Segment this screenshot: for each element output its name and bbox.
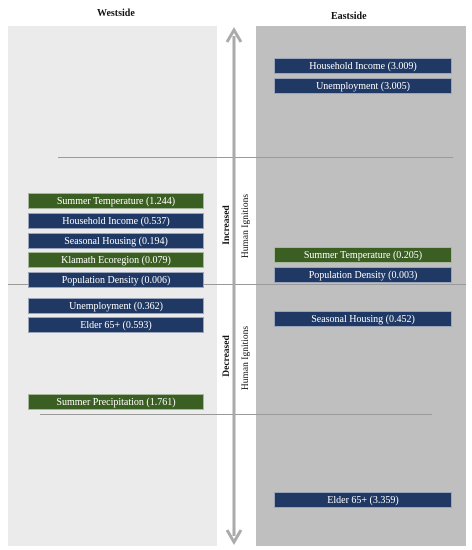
west-factor-summer-precipitation: Summer Precipitation (1.761) [28, 394, 204, 410]
east-factor-seasonal-housing: Seasonal Housing (0.452) [274, 311, 452, 327]
west-factor-household-income: Household Income (0.537) [28, 213, 204, 229]
west-factor-elder-65: Elder 65+ (0.593) [28, 317, 204, 333]
double-arrow-icon [224, 26, 244, 546]
west-factor-seasonal-housing: Seasonal Housing (0.194) [28, 233, 204, 249]
west-factor-klamath-ecoregion: Klamath Ecoregion (0.079) [28, 252, 204, 268]
increased-label: Increased [222, 205, 232, 245]
upper-divider-line [58, 157, 453, 158]
eastside-heading: Eastside [331, 11, 367, 22]
increased-human-ignitions-label: Human Ignitions [241, 193, 251, 259]
west-factor-unemployment: Unemployment (0.362) [28, 298, 204, 314]
east-factor-unemployment: Unemployment (3.005) [274, 78, 452, 94]
west-factor-summer-temperature: Summer Temperature (1.244) [28, 193, 204, 209]
east-factor-population-density: Population Density (0.003) [274, 267, 452, 283]
decreased-label: Decreased [222, 335, 232, 377]
westside-heading: Westside [97, 8, 135, 19]
east-factor-household-income: Household Income (3.009) [274, 58, 452, 74]
west-factor-population-density: Population Density (0.006) [28, 272, 204, 288]
east-factor-elder-65: Elder 65+ (3.359) [274, 492, 452, 508]
decreased-human-ignitions-label: Human Ignitions [241, 325, 251, 391]
east-factor-summer-temperature: Summer Temperature (0.205) [274, 247, 452, 263]
eastside-panel [256, 26, 466, 546]
